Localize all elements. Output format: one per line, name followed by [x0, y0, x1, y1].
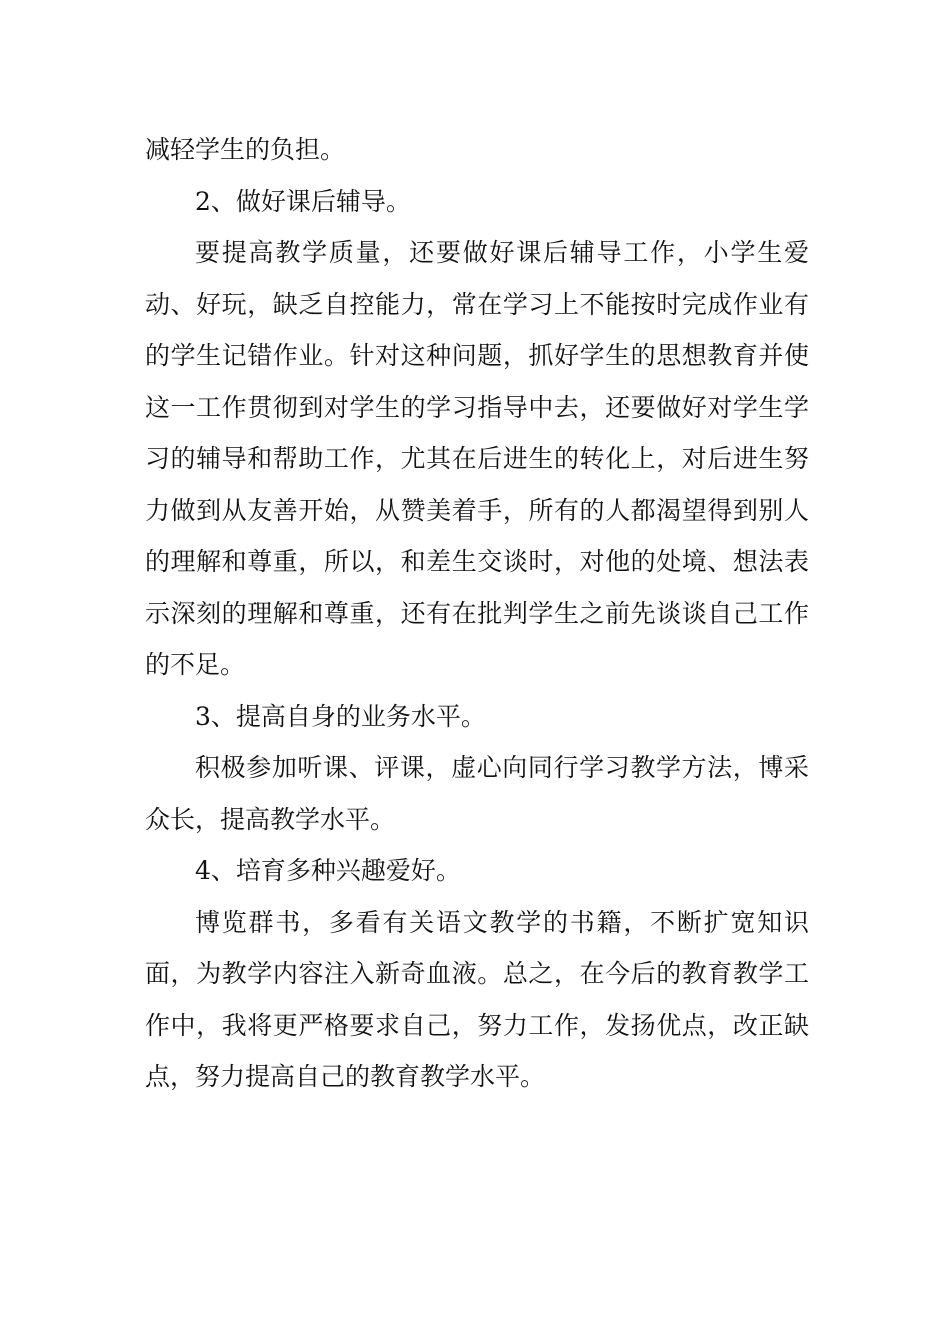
section-heading-2: 2、做好课后辅导。 [195, 186, 411, 216]
document-body [145, 124, 809, 1103]
paragraph-interests: 博览群书，多看有关语文教学的书籍，不断扩宽知识面，为教学内容注入新奇血液。总之，在今后的教育教学工作中，我将更严格要求自己，努力工作，发扬优点，改正缺点，努力提高自己的教育教学水平。 [145, 907, 809, 1091]
paragraph-tutoring: 要提高教学质量，还要做好课后辅导工作，小学生爱动、好玩，缺乏自控能力，常在学习上不能按时完成作业有的学生记错作业。针对这种问题，抓好学生的思想教育并使这一工作贯彻到对学生的学习指导中去，还要做好对学生学习的辅导和帮助工作，尤其在后进生的转化上，对后进生努力做到从友善开始，从赞美着手，所有的人都渴望得到别人的理解和尊重，所以，和差生交谈时，对他的处境、想法表示深刻的理解和尊重，还有在批判学生之前先谈谈自己工作的不足。 [145, 238, 809, 679]
paragraph-professional-level: 积极参加听课、评课，虚心向同行学习教学方法，博采众长，提高教学水平。 [145, 753, 809, 834]
paragraph-continuation: 减轻学生的负担。 [145, 135, 346, 164]
section-heading-3: 3、提高自身的业务水平。 [195, 701, 486, 731]
section-heading-4: 4、培育多种兴趣爱好。 [195, 856, 461, 885]
